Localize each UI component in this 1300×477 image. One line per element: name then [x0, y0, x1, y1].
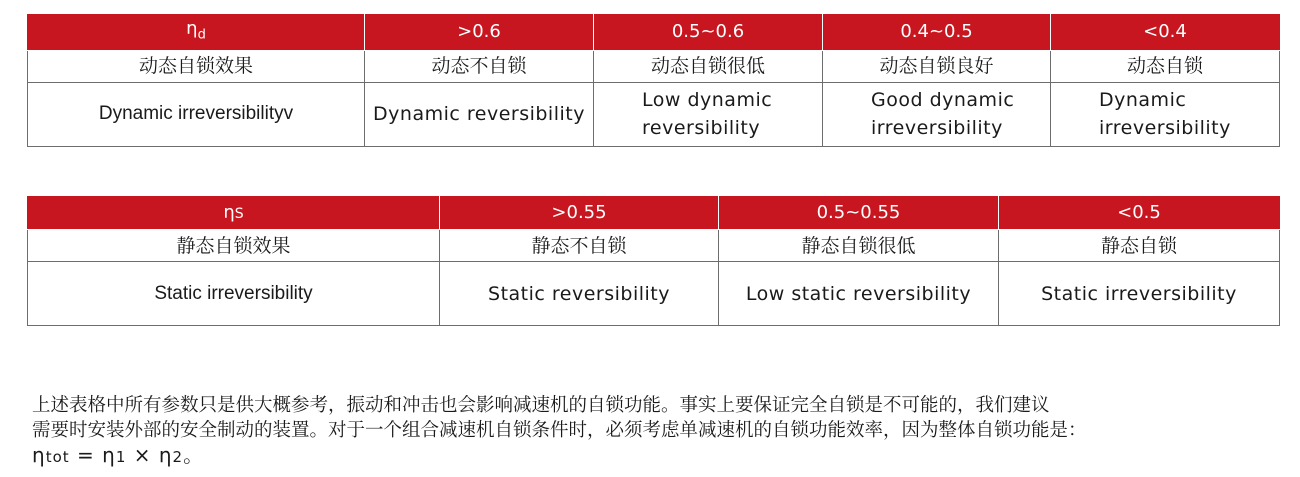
efficiency-formula: ηtot = η1 × η2。 [32, 443, 205, 467]
table-header-row [28, 197, 1280, 230]
table-row-english [28, 262, 1280, 326]
cell-line: Dynamic [1099, 89, 1187, 112]
note-line-1: 上述表格中所有参数只是供大概参考，振动和冲击也会影响减速机的自锁功能。事实上要保证完全自锁是不可能的，我们建议 [32, 395, 1050, 416]
header-cell-eta-d: $\eta_d$ [28, 15, 365, 51]
explanatory-note [32, 393, 1282, 470]
table-cell [1051, 82, 1280, 146]
table-header-row [28, 15, 1280, 51]
table-cell: Static reversibility [440, 262, 719, 326]
static-efficiency-table [27, 196, 1280, 326]
header-cell-eta-s: ηS [28, 197, 440, 230]
table-cell: Low static reversibility [719, 262, 999, 326]
note-line-2: 需要时安装外部的安全制动的装置。对于一个组合减速机自锁条件时，必须考虑单减速机的自锁功能效率，因为整体自锁功能是： [32, 420, 1087, 441]
table-cell: 动态不自锁 [365, 50, 594, 82]
table-cell: Static irreversibility [999, 262, 1280, 326]
cell-line: irreversibility [871, 117, 1003, 140]
header-cell: 0.4~0.5 [823, 15, 1051, 51]
header-cell: 0.5~0.6 [594, 15, 823, 51]
header-cell: <0.5 [999, 197, 1280, 230]
table-cell: Static irreversibility [28, 262, 440, 326]
table-row-english [28, 82, 1280, 146]
cell-line: reversibility [642, 117, 761, 140]
header-cell: >0.55 [440, 197, 719, 230]
table-cell [823, 82, 1051, 146]
header-cell: 0.5~0.55 [719, 197, 999, 230]
table-row-chinese [28, 50, 1280, 82]
table-cell: 静态不自锁 [440, 230, 719, 262]
table-row-chinese [28, 230, 1280, 262]
header-cell: >0.6 [365, 15, 594, 51]
table-cell: 静态自锁 [999, 230, 1280, 262]
table-cell [594, 82, 823, 146]
table-cell: 动态自锁很低 [594, 50, 823, 82]
table-cell: Dynamic irreversibilityv [28, 82, 365, 146]
cell-line: irreversibility [1099, 117, 1231, 140]
header-cell: <0.4 [1051, 15, 1280, 51]
table-cell: 动态自锁 [1051, 50, 1280, 82]
table-cell: 静态自锁很低 [719, 230, 999, 262]
dynamic-efficiency-table [27, 14, 1280, 147]
cell-line: Good dynamic [871, 89, 1015, 112]
table-cell: 静态自锁效果 [28, 230, 440, 262]
table-cell: 动态自锁效果 [28, 50, 365, 82]
table-cell: 动态自锁良好 [823, 50, 1051, 82]
cell-line: Low dynamic [642, 89, 773, 112]
table-cell: Dynamic reversibility [365, 82, 594, 146]
